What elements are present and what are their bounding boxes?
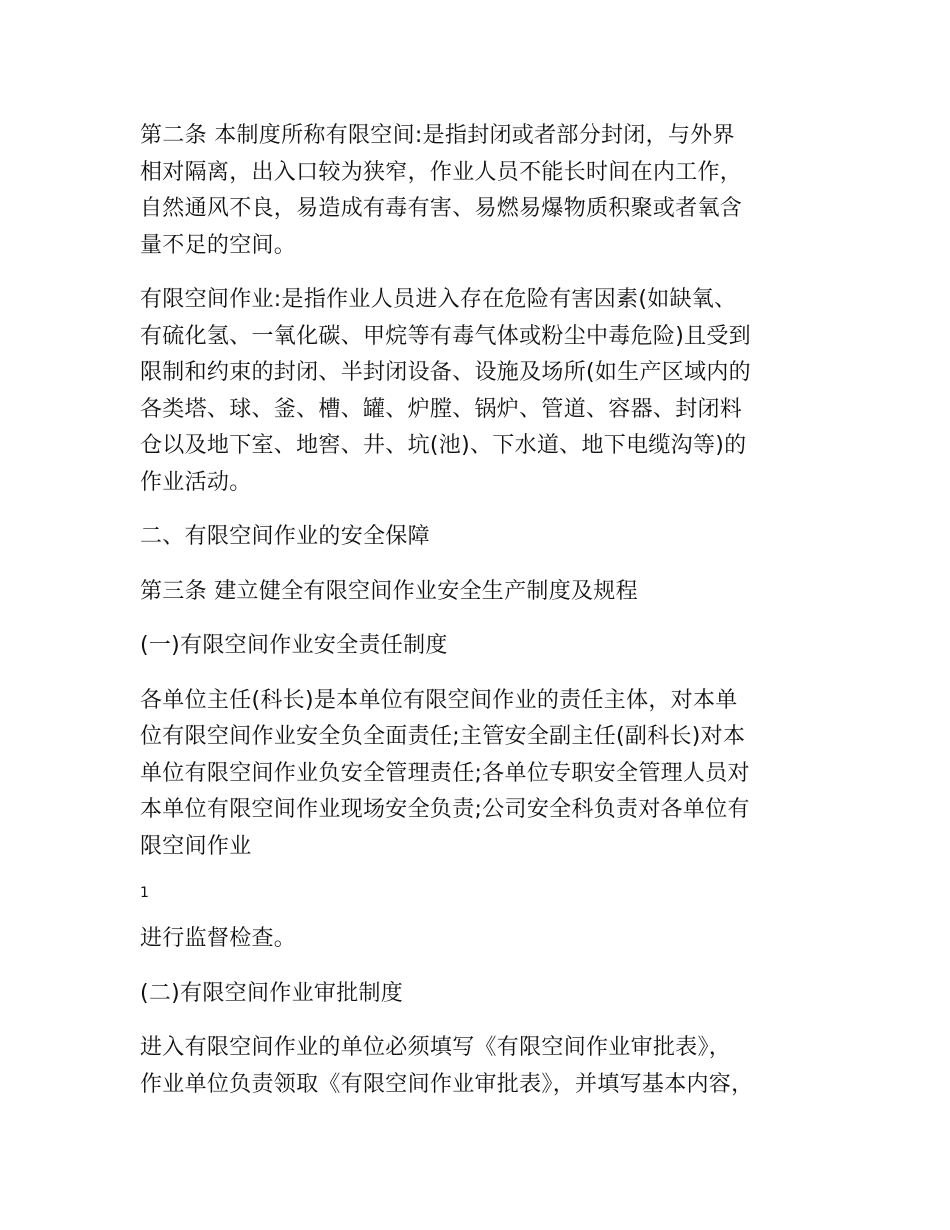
text-line: 单位有限空间作业负安全管理责任;各单位专职安全管理人员对: [140, 760, 750, 786]
text-line: 量不足的空间。: [140, 232, 297, 258]
text-line: 仓以及地下室、地窖、井、坑(池)、下水道、地下电缆沟等)的: [140, 433, 747, 458]
paragraph-confined-space-work: [140, 282, 820, 501]
text-line: 限空间作业: [140, 833, 252, 859]
text-line: 相对隔离，出入口较为狭窄，作业人员不能长时间在内工作，: [140, 159, 743, 185]
document-body: [140, 118, 820, 1103]
text-line: 作业活动。: [140, 469, 252, 495]
paragraph-continued: [140, 921, 820, 958]
text-line: 进入有限空间作业的单位必须填写《有限空间作业审批表》，: [140, 1035, 732, 1060]
paragraph-responsibility: [140, 683, 820, 866]
article-heading: [140, 574, 820, 611]
text-line: 第二条 本制度所称有限空间:是指封闭或者部分封闭，与外界: [140, 123, 735, 148]
text-line: 有限空间作业:是指作业人员进入存在危险有害因素(如缺氧、: [140, 287, 737, 312]
text-line: 各单位主任(科长)是本单位有限空间作业的责任主体，对本单: [140, 687, 738, 713]
text-line: 二、有限空间作业的安全保障: [140, 524, 430, 549]
text-line: 有硫化氢、一氧化碳、甲烷等有毒气体或粉尘中毒危险)且受到: [140, 323, 751, 349]
text-line: 位有限空间作业安全负全面责任;主管安全副主任(副科长)对本: [140, 724, 746, 749]
text-line: 本单位有限空间作业现场安全负责;公司安全科负责对各单位有: [140, 797, 750, 822]
section-heading: [140, 519, 820, 556]
text-line: 作业单位负责领取《有限空间作业审批表》，并填写基本内容，: [140, 1071, 754, 1097]
text-line: 进行监督检查。: [140, 926, 297, 951]
text-line: 第三条 建立健全有限空间作业安全生产制度及规程: [140, 578, 638, 604]
subsection-heading: [140, 628, 820, 665]
subsection-heading: [140, 976, 820, 1013]
text-line: 限制和约束的封闭、半封闭设备、设施及场所(如生产区域内的: [140, 360, 751, 385]
text-line: (二)有限空间作业审批制度: [140, 980, 404, 1006]
text-line: 各类塔、球、釜、槽、罐、炉膛、锅炉、管道、容器、封闭料: [140, 396, 743, 422]
text-line: 自然通风不良，易造成有毒有害、易燃易爆物质积聚或者氧含: [140, 196, 743, 221]
paragraph-approval: [140, 1030, 820, 1103]
text-line: (一)有限空间作业安全责任制度: [140, 633, 448, 658]
page-number: 1: [140, 885, 149, 901]
paragraph-article-2: [140, 118, 820, 264]
